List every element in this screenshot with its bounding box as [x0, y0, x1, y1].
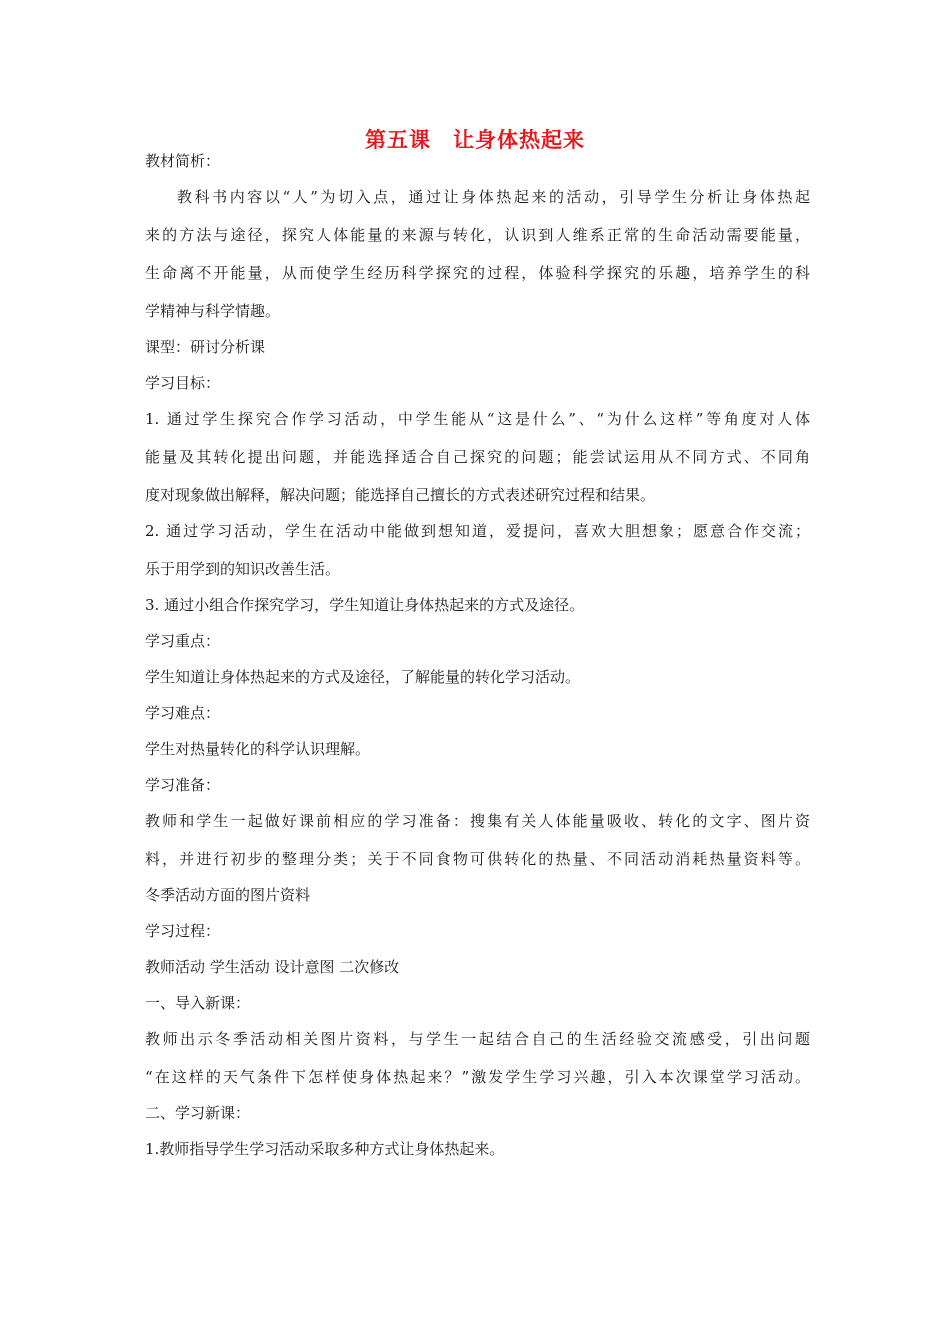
goal-3: 3. 通过小组合作探究学习，学生知道让身体热起来的方式及途径。: [145, 596, 585, 614]
difficulty-text: 学生对热量转化的科学认识理解。: [145, 740, 371, 758]
analysis-line: 学精神与科学情趣。: [145, 302, 281, 320]
analysis-line: 教科书内容以“人”为切入点，通过让身体热起来的活动，引导学生分析让身体热起: [177, 188, 810, 206]
goal-2-line: 2. 通过学习活动，学生在活动中能做到想知道，爱提问，喜欢大胆想象；愿意合作交流；: [145, 522, 810, 540]
key-points-heading: 学习重点：: [145, 632, 221, 650]
document-body: [145, 150, 810, 1160]
process-columns: 教师活动 学生活动 设计意图 二次修改: [145, 958, 400, 976]
intro-line: “在这样的天气条件下怎样使身体热起来？”激发学生学习兴趣，引入本次课堂学习活动。: [145, 1068, 810, 1086]
page-title: 第五课 让身体热起来: [365, 128, 585, 152]
difficulty-heading: 学习难点：: [145, 704, 221, 722]
intro-line: 教师出示冬季活动相关图片资料，与学生一起结合自己的生活经验交流感受，引出问题: [145, 1030, 810, 1048]
goal-1-line: 度对现象做出解释，解决问题；能选择自己擅长的方式表述研究过程和结果。: [145, 486, 656, 504]
goals-heading: 学习目标：: [145, 374, 221, 392]
preparation-heading: 学习准备：: [145, 776, 221, 794]
key-points-text: 学生知道让身体热起来的方式及途径，了解能量的转化学习活动。: [145, 668, 581, 686]
goal-1-line: 1. 通过学生探究合作学习活动，中学生能从“这是什么”、“为什么这样”等角度对人体: [145, 410, 810, 428]
new-lesson-heading: 二、学习新课：: [145, 1104, 251, 1122]
goal-1-line: 能量及其转化提出问题，并能选择适合自己探究的问题；能尝试运用从不同方式、不同角: [145, 448, 810, 466]
preparation-line: 料，并进行初步的整理分类；关于不同食物可供转化的热量、不同活动消耗热量资料等。: [145, 850, 810, 868]
intro-heading: 一、导入新课：: [145, 994, 251, 1012]
preparation-line: 教师和学生一起做好课前相应的学习准备：搜集有关人体能量吸收、转化的文字、图片资: [145, 812, 810, 830]
analysis-heading: 教材简析：: [145, 152, 221, 170]
analysis-line: 生命离不开能量，从而使学生经历科学探究的过程，体验科学探究的乐趣，培养学生的科: [145, 264, 810, 282]
preparation-extra: 冬季活动方面的图片资料: [145, 886, 311, 904]
process-heading: 学习过程：: [145, 922, 221, 940]
goal-2-line: 乐于用学到的知识改善生活。: [145, 560, 341, 578]
new-lesson-item-1: 1.教师指导学生学习活动采取多种方式让身体热起来。: [145, 1140, 505, 1158]
course-type: 课型：研讨分析课: [145, 338, 266, 356]
analysis-line: 来的方法与途径，探究人体能量的来源与转化，认识到人维系正常的生命活动需要能量，: [145, 226, 810, 244]
